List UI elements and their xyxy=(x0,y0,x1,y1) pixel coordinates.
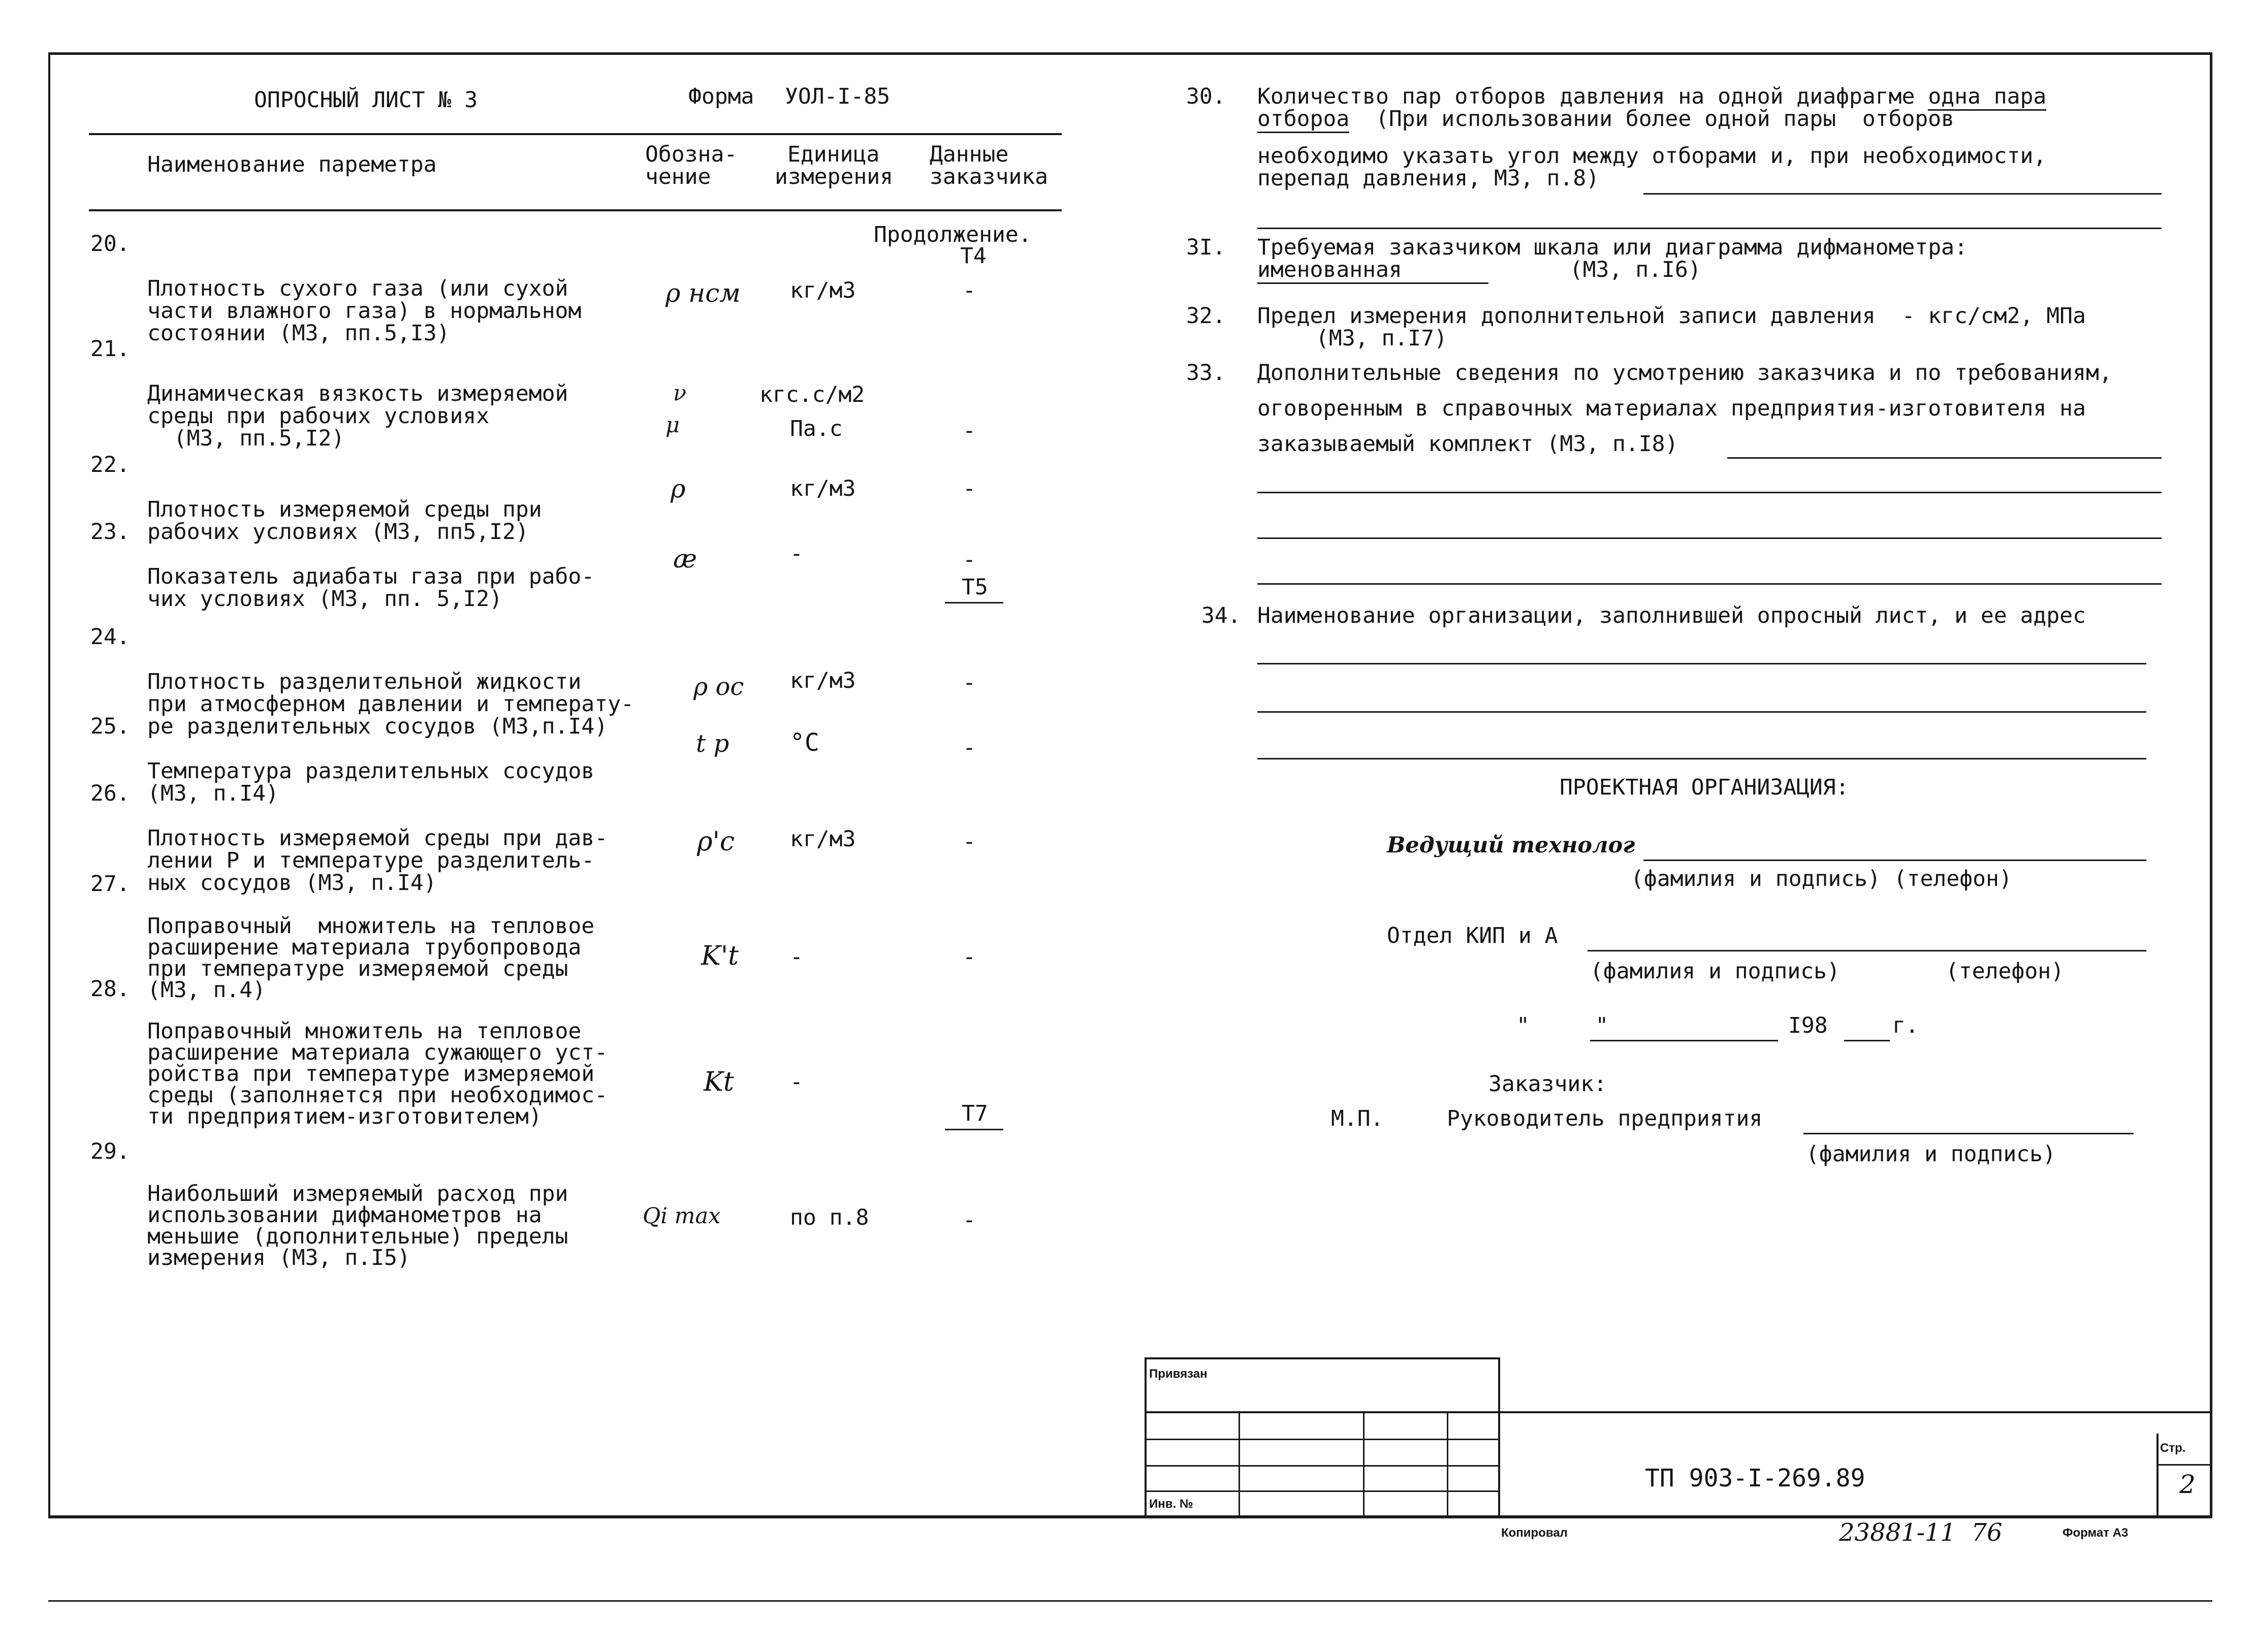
item-number: 28. xyxy=(90,976,130,1002)
item-symbol: Qi max xyxy=(643,1203,721,1229)
item-33-line-1: Дополнительные сведения по усмотрению заказчика и по требованиям, xyxy=(1257,360,2112,386)
header-bottom-line xyxy=(89,209,1062,211)
date-line xyxy=(1590,1040,1778,1041)
item-unit: кг/м3 xyxy=(790,476,856,501)
marker-t5: Т5 xyxy=(962,575,988,600)
item-symbol: Kt xyxy=(704,1067,734,1097)
item-unit: кг/м3 xyxy=(790,827,856,852)
column-header-data-1: Данные xyxy=(930,142,1009,167)
signature-line xyxy=(1803,1133,2134,1134)
column-header-symbol-1: Обозна- xyxy=(645,142,738,167)
item-31-answer: именованная (МЗ, п.I6) xyxy=(1257,259,1701,281)
item-symbol-alt: μ xyxy=(665,412,680,438)
item-unit: кг/м3 xyxy=(790,668,856,693)
item-unit: - xyxy=(790,1069,803,1095)
item-symbol: ρ'с xyxy=(697,827,735,857)
item-description: Плотность сухого газа (или сухой части влажного газа) в нормальном состоянии (МЗ, пп.5,I3) xyxy=(147,276,582,346)
item-description: Температура разделительных сосудов (МЗ, п.I4) xyxy=(147,758,595,806)
answer-line xyxy=(1257,758,2146,759)
continuation-label: Продолжение. xyxy=(874,222,1032,247)
item-value: - xyxy=(963,944,976,970)
item-33-line-3: заказываемый комплект (МЗ, п.I8) xyxy=(1257,431,1678,457)
lead-technologist-label: Ведущий технолог xyxy=(1387,833,1635,858)
marker-t5-underline xyxy=(945,602,1003,603)
item-number: 27. xyxy=(90,871,130,897)
answer-line xyxy=(1257,228,2162,229)
form-code: УОЛ-I-85 xyxy=(785,84,891,109)
item-value: - xyxy=(963,547,976,573)
item-33-line-2: оговоренным в справочных материалах предприятия-изготовителя на xyxy=(1257,396,2086,421)
item-value: - xyxy=(963,418,976,443)
item-30-line-2: отбороа (При использовании более одной пары отборов xyxy=(1257,108,1954,130)
item-value: - xyxy=(963,735,976,760)
marker-t7-underline xyxy=(945,1129,1003,1130)
instrument-dept-label: Отдел КИП и А xyxy=(1387,923,1558,948)
item-symbol: ρ xyxy=(671,474,686,503)
item-unit: кгс.с/м2 xyxy=(759,382,865,407)
item-31-line-1: Требуемая заказчиком шкала или диаграмма дифманометра: xyxy=(1257,235,1968,260)
answer-line xyxy=(1257,663,2146,664)
item-unit: - xyxy=(790,944,803,970)
answer-line xyxy=(1257,492,2162,493)
page-bottom-rule xyxy=(48,1600,2212,1602)
item-30-answer: одна пара xyxy=(1928,84,2046,111)
item-value: - xyxy=(963,829,976,854)
column-header-unit-2: измерения xyxy=(775,164,893,189)
item-description: Поправочный множитель на тепловое расширение материала сужающего уст- ройства при температуре измеряемой среды (заполняется при необходимос- ти предприятием-изготовителем) xyxy=(147,1019,608,1129)
item-value: - xyxy=(963,278,976,303)
item-symbol: æ xyxy=(673,544,697,574)
item-number: 24. xyxy=(90,624,130,650)
item-unit: °С xyxy=(790,728,819,757)
column-header-data-2: заказчика xyxy=(930,164,1048,189)
item-number: 21. xyxy=(90,336,130,362)
item-30-line-3: необходимо указать угол между отборами и, при необходимости, xyxy=(1257,143,2047,169)
item-number: 20. xyxy=(90,231,130,257)
item-description: Поправочный множитель на тепловое расширение материала трубопровода при температуре измеряемой среды (МЗ, п.4) xyxy=(147,913,595,1003)
item-number: 33. xyxy=(1186,360,1226,386)
top-frame-line xyxy=(48,52,2212,55)
linked-label: Привязан xyxy=(1149,1367,1208,1381)
signature-caption: (фамилия и подпись) xyxy=(1806,1141,2056,1167)
page-number: 2 xyxy=(2179,1470,2196,1499)
year-suffix: г. xyxy=(1892,1013,1919,1038)
column-header-symbol-2: чение xyxy=(645,164,711,189)
item-number: 30. xyxy=(1186,84,1226,109)
item-number: 32. xyxy=(1186,303,1226,329)
column-header-unit-1: Единица xyxy=(787,142,880,167)
signature-caption: (фамилия и подпись) (телефон) xyxy=(1631,866,2012,892)
form-label: Форма xyxy=(688,84,754,109)
item-number: 26. xyxy=(90,781,130,806)
item-number: 23. xyxy=(90,519,130,545)
archive-number: 23881-11 76 xyxy=(1839,1518,2003,1547)
signature-line xyxy=(1588,950,2146,951)
answer-line xyxy=(1257,711,2146,713)
marker-t4: Т4 xyxy=(960,243,987,269)
answer-line xyxy=(1727,457,2162,459)
customer-label: Заказчик: xyxy=(1488,1071,1607,1097)
page-label: Стр. xyxy=(2160,1441,2186,1455)
item-30-line-4: перепад давления, МЗ, п.8) xyxy=(1257,166,1600,191)
item-number: 3I. xyxy=(1186,235,1226,260)
item-description: Наибольший измеряемый расход при использовании дифманометров на меньшие (дополнительные) пределы измерения (МЗ, п.I5) xyxy=(147,1181,568,1270)
item-32-line-2: (МЗ, п.I7) xyxy=(1316,326,1447,351)
director-label: Руководитель предприятия xyxy=(1447,1106,1763,1131)
item-value: - xyxy=(963,476,976,501)
seal-place-label: М.П. xyxy=(1331,1106,1384,1131)
item-symbol: K't xyxy=(701,941,739,971)
column-header-name: Наименование пареметра xyxy=(147,152,437,177)
item-unit-alt: Па.с xyxy=(790,416,843,441)
left-frame-line xyxy=(48,52,50,1516)
item-30-answer-cont: отбороа xyxy=(1257,106,1349,133)
year-line xyxy=(1844,1040,1890,1041)
answer-line xyxy=(1257,537,2162,539)
signature-caption: (фамилия и подпись) xyxy=(1590,959,1840,984)
item-unit: по п.8 xyxy=(790,1205,869,1230)
title-block xyxy=(1145,1357,2211,1517)
answer-line xyxy=(1257,583,2162,585)
date-quotes: " " xyxy=(1516,1013,1609,1038)
item-description: Плотность измеряемой среды при дав- лении Р и температуре разделитель- ных сосудов (МЗ, п.I4) xyxy=(147,825,608,896)
item-number: 25. xyxy=(90,714,130,739)
item-description: Плотность измеряемой среды при рабочих условиях (МЗ, пп5,I2) xyxy=(147,497,542,545)
header-top-line xyxy=(89,133,1062,135)
copied-label: Копировал xyxy=(1501,1526,1568,1540)
item-value: - xyxy=(963,1208,976,1233)
marker-t7: Т7 xyxy=(962,1101,988,1126)
item-symbol: ν xyxy=(673,380,687,406)
item-30-line-1: Количество пар отборов давления на одной диафрагме одна пара xyxy=(1257,85,2046,108)
answer-line xyxy=(1643,193,2162,195)
item-description: Плотность разделительной жидкости при атмосферном давлении и температу- ре разделительных сосудов (МЗ,п.I4) xyxy=(147,669,634,739)
item-symbol: ρ ос xyxy=(693,673,744,701)
item-34-line-1: Наименование организации, заполнившей опросный лист, и ее адрес xyxy=(1257,603,2086,628)
item-number: 29. xyxy=(90,1139,130,1164)
signature-line xyxy=(1643,860,2146,861)
item-32-line-1: Предел измерения дополнительной записи давления - кгс/см2, МПа xyxy=(1257,303,2086,329)
item-unit: кг/м3 xyxy=(790,278,856,303)
item-value: - xyxy=(963,670,976,695)
item-number: 34. xyxy=(1201,603,1241,628)
format-label: Формат А3 xyxy=(2063,1526,2129,1540)
year-prefix: I98 xyxy=(1788,1013,1828,1038)
item-symbol: ρ нсм xyxy=(665,278,741,308)
item-number: 22. xyxy=(90,452,130,478)
item-description: Показатель адиабаты газа при рабо- чих условиях (МЗ, пп. 5,I2) xyxy=(147,564,595,612)
phone-caption: (телефон) xyxy=(1946,959,2064,984)
item-description: Динамическая вязкость измеряемой среды при рабочих условиях (МЗ, пп.5,I2) xyxy=(147,381,568,451)
inventory-label: Инв. № xyxy=(1149,1497,1193,1511)
item-unit: - xyxy=(790,541,803,566)
sheet-title: ОПРОСНЫЙ ЛИСТ № 3 xyxy=(254,87,478,113)
item-symbol: t р xyxy=(696,729,729,758)
right-frame-line xyxy=(2210,52,2212,1516)
design-org-heading: ПРОЕКТНАЯ ОРГАНИЗАЦИЯ: xyxy=(1560,775,1849,800)
document-code: ТП 903-I-269.89 xyxy=(1645,1464,1865,1492)
